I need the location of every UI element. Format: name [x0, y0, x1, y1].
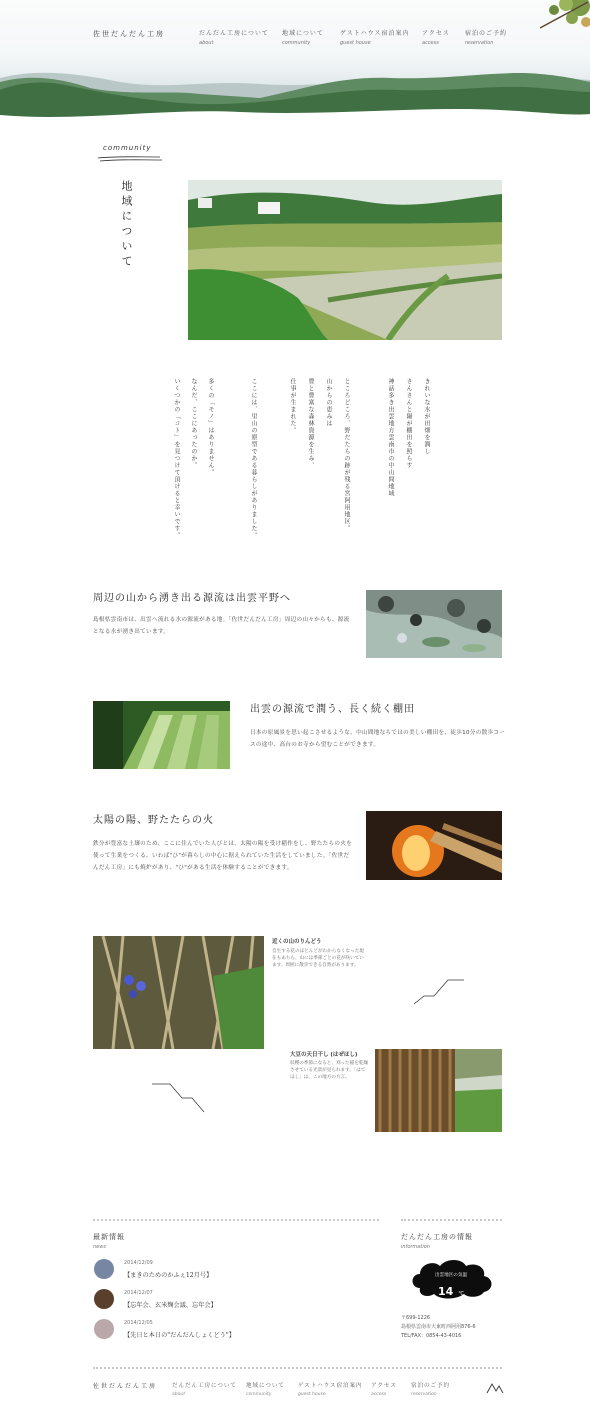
nav-item-reservation[interactable]	[465, 28, 507, 46]
footer-nav-about[interactable]	[172, 1381, 237, 1397]
footer-nav-access[interactable]	[371, 1381, 397, 1397]
nav-sublabel: access	[422, 40, 439, 46]
poem-line: 神話多き出雲地方雲南市の中山間地域	[387, 378, 394, 497]
poem-line: きれいな水が田畑を潤し	[423, 378, 430, 455]
section-label-en: community	[103, 144, 152, 152]
header-hero	[0, 0, 590, 125]
news-subheading: news	[93, 1244, 106, 1250]
nav-sublabel: about	[172, 1392, 185, 1397]
nav-label: 宿泊のご予約	[411, 1383, 451, 1389]
poem-line: ところどころ、野だたらの跡が残る宮阿用地区。	[343, 378, 350, 532]
nav-sublabel: community	[282, 40, 311, 46]
step-line-decoration	[412, 976, 468, 1008]
nav-label: だんだん工房について	[199, 30, 269, 37]
news-link[interactable]: 【まきのためのかふぇ12月号】	[124, 1272, 213, 1279]
nav-label: ゲストハウス宿泊案内	[340, 30, 410, 37]
section-body: 鉄分が豊富な土壌のため、ここに住んでいた人びとは、太陽の陽を受け稲作をし、野たたらの火を使って生業をつくる、いわば"ひ"が暮らしの中心に据えられていた生活をしていました。「佐世だんだん工房」にも焼炉があり、"ひ"がある生活を体験することができます。	[93, 841, 353, 871]
gentian-flower-photo	[93, 936, 264, 1049]
underline-swash	[96, 156, 164, 166]
temperature-value: 14	[437, 1285, 454, 1298]
nav-label: だんだん工房について	[172, 1383, 237, 1389]
poem-line: ここには、里山の原型である暮らしがありました。	[250, 378, 257, 539]
nav-sublabel: community	[246, 1392, 272, 1397]
rice-terrace-photo	[93, 701, 230, 769]
footer-divider	[93, 1367, 502, 1369]
section-title: 周辺の山から湧き出る源流は出雲平野へ	[93, 593, 291, 604]
poem-line: 多くの「モノ」はありません。	[207, 378, 214, 476]
stream-photo	[366, 590, 502, 658]
footer-nav-guest-house[interactable]	[298, 1381, 363, 1397]
caption-body: 自生する花のほとんどがわからなくなった現在もあちら、山には季節ごとの花が咲いています。周囲に散歩できる自然があります。	[272, 949, 364, 968]
poem-line: 豊と豊富な森林資源を生み、	[307, 378, 314, 469]
divider	[93, 1219, 379, 1221]
caption-body: 収穫の季節になると、刈った稲を乾燥させている光景が見られます。「はでほし」は、この地方の方言。	[290, 1061, 369, 1080]
step-line-decoration	[150, 1082, 208, 1116]
news-link[interactable]: 【忘年会、玄米麹会議、忘年会】	[124, 1302, 217, 1309]
section-title: 太陽の陽、野たたらの火	[93, 815, 214, 826]
nav-sublabel: about	[199, 40, 214, 46]
site-logo[interactable]: 佐世だんだん工房	[93, 30, 165, 38]
info-heading: だんだん工房の情報	[401, 1233, 473, 1241]
news-date: 2014/12/09	[124, 1260, 153, 1266]
footer-logo[interactable]: 佐世だんだん工房	[93, 1383, 158, 1390]
nav-label: 地域について	[246, 1383, 285, 1389]
nav-label: ゲストハウス宿泊案内	[298, 1383, 363, 1389]
news-heading: 最新情報	[93, 1233, 125, 1241]
nav-item-guest-house[interactable]	[340, 28, 409, 46]
avatar	[94, 1319, 114, 1339]
nav-sublabel: reservation	[411, 1392, 437, 1397]
mountains-landscape	[0, 60, 590, 125]
news-date: 2014/12/05	[124, 1320, 153, 1326]
poem-line: 山からの恵みは	[325, 378, 332, 427]
nav-sublabel: access	[371, 1392, 387, 1397]
footer-nav-reservation[interactable]	[411, 1381, 450, 1397]
nav-label: アクセス	[422, 30, 450, 37]
nav-item-about[interactable]	[199, 28, 269, 46]
nav-sublabel: guest house	[340, 40, 371, 46]
nav-label: 地域について	[282, 30, 324, 37]
divider	[401, 1219, 502, 1221]
postal-code: 〒699-1226	[401, 1315, 431, 1321]
nav-sublabel: guest house	[298, 1392, 326, 1397]
section-body: 日本の原風景を思い起こさせるような、中山間地ならではの美しい棚田を、徒歩10分の散歩コースの途中、高台のお寺から望むことができます。	[250, 730, 506, 748]
tree-branch-decoration	[510, 0, 590, 32]
poem-line: いくつかの「コト」を見つけて頂けると幸いです。	[173, 378, 180, 539]
nav-item-access[interactable]	[422, 28, 450, 46]
nav-sublabel: reservation	[465, 40, 494, 46]
fire-photo	[366, 811, 502, 880]
mountain-chevron-icon[interactable]	[486, 1382, 504, 1394]
avatar	[94, 1289, 114, 1309]
avatar	[94, 1259, 114, 1279]
bean-drying-photo	[375, 1049, 502, 1132]
temperature-unit: ℃	[458, 1291, 465, 1297]
news-date: 2014/12/07	[124, 1290, 153, 1296]
news-link[interactable]: 【先日と本日の"だんだんしょくどう"】	[124, 1332, 235, 1339]
caption-title: 近くの山のりんどう	[272, 939, 322, 945]
poem-line: なんだ、ここにあったのか。	[190, 378, 197, 469]
nav-item-community[interactable]	[282, 28, 324, 46]
info-subheading: information	[401, 1244, 430, 1250]
nav-label: 宿泊のご予約	[465, 30, 508, 37]
temperature-label: 出雲地区の気温	[434, 1273, 468, 1278]
footer-nav-community[interactable]	[246, 1381, 285, 1397]
section-title: 出雲の源流で潤う、長く続く棚田	[250, 704, 415, 715]
phone: TEL/FAX：0854-43-4016	[401, 1333, 462, 1339]
terraced-fields-photo	[188, 180, 502, 340]
nav-label: アクセス	[371, 1383, 397, 1389]
page-title: 地域について	[120, 180, 133, 270]
section-body: 島根県雲南市は、出雲へ流れる水の源流がある地。「佐世だんだん工房」周辺の山々からも、源流となる水が湧き出ています。	[93, 617, 350, 635]
address: 島根県雲南市大東町西阿用876-6	[401, 1324, 476, 1330]
poem-line: 仕事が生まれた。	[289, 378, 296, 434]
caption-title: 大豆の天日干し (はぜほし)	[290, 1052, 358, 1058]
temperature-readout	[408, 1280, 494, 1299]
poem-line: さんさんと陽が棚田を照らす	[405, 378, 412, 469]
